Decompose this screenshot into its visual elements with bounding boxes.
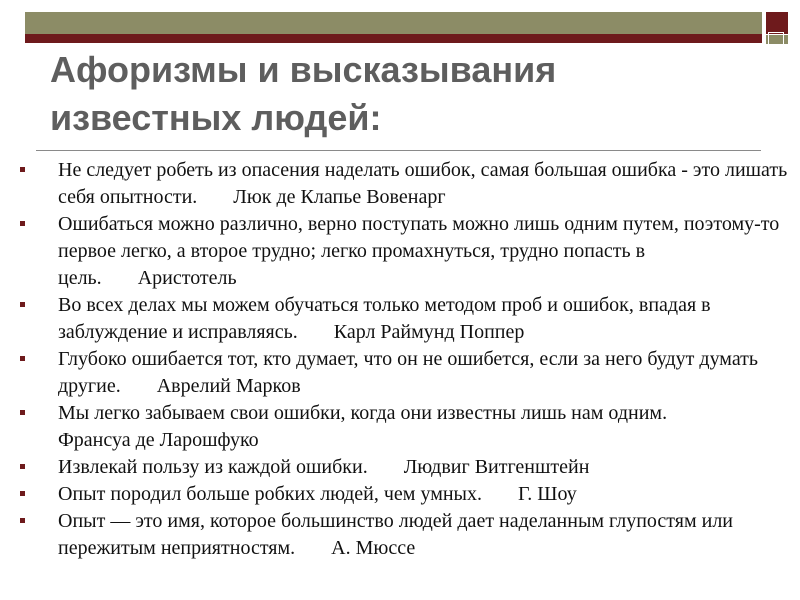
title-line-2: известных людей: [50, 97, 382, 138]
quote-item [20, 454, 790, 481]
corner-square-red [766, 12, 788, 34]
bullet-square-icon [20, 410, 25, 415]
quote-text: Глубоко ошибается тот, кто думает, что он не ошибется, если за него будут думать другие. [58, 348, 759, 397]
quote-text: Опыт — это имя, которое большинство людей дает наделанным глупостям или пережитым неприятностям. [58, 510, 734, 559]
bullet-square-icon [20, 491, 25, 496]
bullet-square-icon [20, 221, 25, 226]
quote-text: Опыт породил больше робких людей, чем умных. [58, 483, 482, 505]
quote-text: Извлекай пользу из каждой ошибки. [58, 456, 368, 478]
quote-text: Мы легко забываем свои ошибки, когда они известны лишь нам одним. [58, 402, 668, 424]
quote-author: Люк де Клапье Вовенарг [233, 186, 446, 208]
quote-item [20, 211, 790, 292]
title-line-1: Афоризмы и высказывания [50, 49, 557, 90]
quote-author: А. Мюссе [331, 537, 416, 559]
quote-item [20, 481, 790, 508]
header-band-olive [25, 12, 762, 34]
bullet-square-icon [20, 302, 25, 307]
quote-author: Аврелий Марков [156, 375, 301, 397]
bullet-square-icon [20, 464, 25, 469]
quote-author: Г. Шоу [517, 483, 577, 505]
quote-author: Карл Раймунд Поппер [333, 321, 525, 343]
quote-item [20, 346, 790, 400]
quote-item [20, 292, 790, 346]
quote-author: Людвиг Витгенштейн [403, 456, 590, 478]
quote-author: Аристотель [137, 267, 237, 289]
quote-text: Не следует робеть из опасения наделать ошибок, самая большая ошибка - это лишать себя опытности. [58, 159, 788, 208]
quote-item [20, 508, 790, 562]
corner-square-outline [768, 32, 784, 48]
bullet-square-icon [20, 518, 25, 523]
quote-item [20, 400, 790, 454]
bullet-square-icon [20, 167, 25, 172]
bullet-square-icon [20, 356, 25, 361]
title-divider [36, 150, 761, 151]
quote-item [20, 157, 790, 211]
quote-author: Франсуа де Ларошфуко [58, 429, 259, 451]
quote-text: Ошибаться можно различно, верно поступать можно лишь одним путем, поэтому-то первое легко, а второе трудно; легко промахнуться, трудно попасть в цель. [58, 213, 780, 289]
quote-text: Во всех делах мы можем обучаться только методом проб и ошибок, впадая в заблуждение и исправляясь. [58, 294, 711, 343]
slide-title [50, 46, 750, 142]
quote-list [20, 157, 790, 562]
header-band-red [25, 34, 762, 43]
